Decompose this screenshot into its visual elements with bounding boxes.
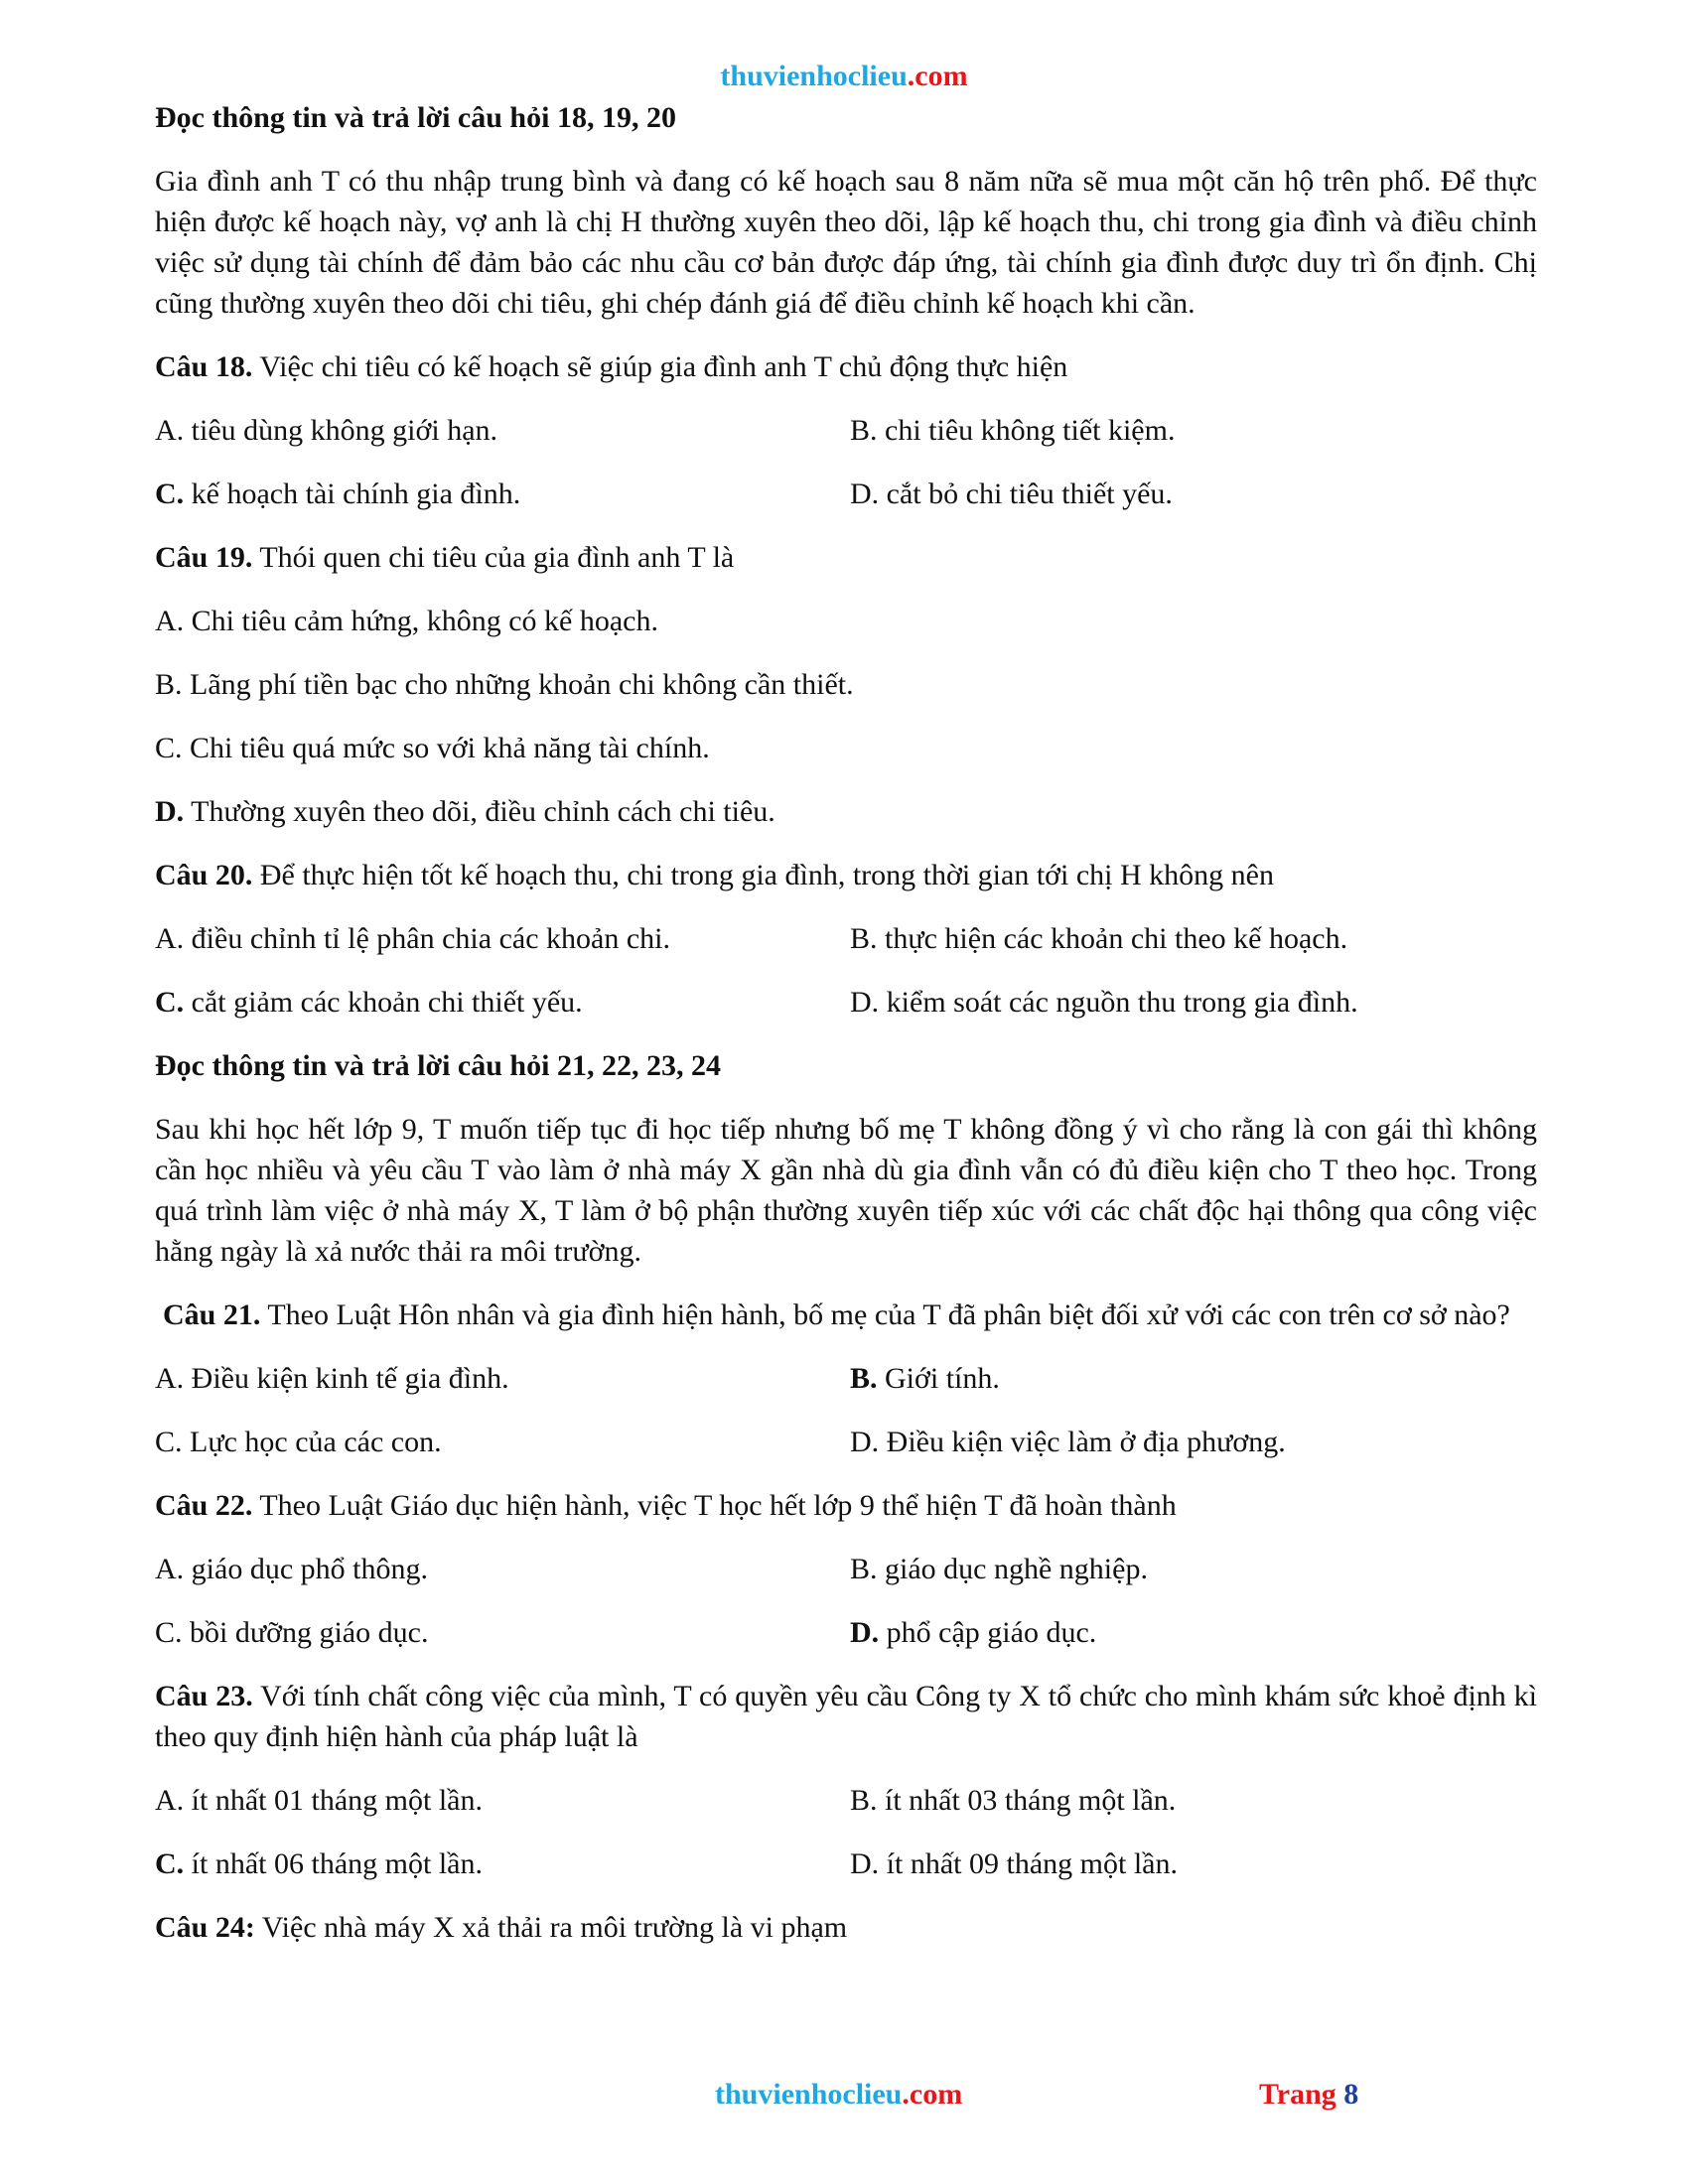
option-a: A. Điều kiện kinh tế gia đình. [155, 1362, 509, 1395]
passage: Sau khi học hết lớp 9, T muốn tiếp tục đi học tiếp nhưng bố mẹ T không đồng ý vì cho rằng là con gái thì không cần học nhiều và yêu cầu T vào làm ở nhà máy X gần nhà dù gia đình vẫn có đủ điều kiện cho T theo học. Trong quá trình làm việc ở nhà máy X, T làm ở bộ phận thường xuyên tiếp xúc với các chất độc hại thông qua công việc hằng ngày là xả nước thải ra môi trường. [155, 1113, 1537, 1268]
option-c: C. ít nhất 06 tháng một lần. [155, 1847, 483, 1880]
document-body [155, 97, 1537, 1971]
option-a: A. Chi tiêu cảm hứng, không có kế hoạch. [155, 605, 658, 637]
option-b: B. Lãng phí tiền bạc cho những khoản chi không cần thiết. [155, 668, 854, 701]
option-d: D. phổ cập giáo dục. [850, 1616, 1097, 1649]
option-d: D. ít nhất 09 tháng một lần. [850, 1847, 1178, 1880]
option-a: A. ít nhất 01 tháng một lần. [155, 1784, 483, 1817]
option-a: A. điều chỉnh tỉ lệ phân chia các khoản chi. [155, 922, 670, 955]
options-18 [155, 410, 1537, 514]
option-b: B. thực hiện các khoản chi theo kế hoạch. [850, 922, 1348, 955]
option-b: B. chi tiêu không tiết kiệm. [850, 414, 1176, 447]
option-c: C. Chi tiêu quá mức so với khả năng tài chính. [155, 732, 710, 764]
option-b: B. giáo dục nghề nghiệp. [850, 1553, 1148, 1585]
options-20 [155, 918, 1537, 1023]
option-a: A. tiêu dùng không giới hạn. [155, 414, 498, 447]
option-d: D. cắt bỏ chi tiêu thiết yếu. [850, 478, 1173, 510]
options-23 [155, 1780, 1537, 1884]
question-24: Câu 24: Việc nhà máy X xả thải ra môi trường là vi phạm [155, 1911, 848, 1944]
question-21: Câu 21. Theo Luật Hôn nhân và gia đình hiện hành, bố mẹ của T đã phân biệt đối xử với các con trên cơ sở nào? [163, 1298, 1510, 1331]
option-a: A. giáo dục phổ thông. [155, 1553, 428, 1585]
question-18: Câu 18. Việc chi tiêu có kế hoạch sẽ giúp gia đình anh T chủ động thực hiện [155, 350, 1068, 383]
option-c: C. cắt giảm các khoản chi thiết yếu. [155, 986, 583, 1019]
section-heading: Đọc thông tin và trả lời câu hỏi 21, 22, 23, 24 [155, 1049, 721, 1082]
options-21 [155, 1358, 1537, 1462]
question-23: Câu 23. Với tính chất công việc của mình, T có quyền yêu cầu Công ty X tổ chức cho mình khám sức khoẻ định kì theo quy định hiện hành của pháp luật là [155, 1680, 1537, 1753]
options-22 [155, 1549, 1537, 1653]
option-c: C. kế hoạch tài chính gia đình. [155, 478, 521, 510]
option-b: B. ít nhất 03 tháng một lần. [850, 1784, 1177, 1817]
page-footer [0, 2078, 1688, 2121]
option-d: D. Điều kiện việc làm ở địa phương. [850, 1426, 1286, 1458]
question-22: Câu 22. Theo Luật Giáo dục hiện hành, việc T học hết lớp 9 thể hiện T đã hoàn thành [155, 1489, 1177, 1522]
option-b: B. Giới tính. [850, 1362, 1000, 1395]
page-number: Trang 8 [1259, 2078, 1359, 2111]
footer-site-logo[interactable]: thuvienhoclieu.com [715, 2078, 963, 2111]
option-c: C. Lực học của các con. [155, 1426, 442, 1458]
option-d: D. kiểm soát các nguồn thu trong gia đình. [850, 986, 1358, 1019]
option-d: D. Thường xuyên theo dõi, điều chỉnh cách chi tiêu. [155, 795, 775, 828]
question-20: Câu 20. Để thực hiện tốt kế hoạch thu, chi trong gia đình, trong thời gian tới chị H không nên [155, 859, 1274, 891]
section-heading: Đọc thông tin và trả lời câu hỏi 18, 19, 20 [155, 101, 676, 134]
question-19: Câu 19. Thói quen chi tiêu của gia đình anh T là [155, 541, 735, 574]
page-header [0, 60, 1688, 93]
option-c: C. bồi dưỡng giáo dục. [155, 1616, 429, 1649]
header-site-logo[interactable]: thuvienhoclieu.com [720, 60, 968, 92]
passage: Gia đình anh T có thu nhập trung bình và đang có kế hoạch sau 8 năm nữa sẽ mua một căn hộ trên phố. Để thực hiện được kế hoạch này, vợ anh là chị H thường xuyên theo dõi, lập kế hoạch thu, chi trong gia đình và điều chỉnh việc sử dụng tài chính để đảm bảo các nhu cầu cơ bản được đáp ứng, tài chính gia đình được duy trì ổn định. Chị cũng thường xuyên theo dõi chi tiêu, ghi chép đánh giá để điều chỉnh kế hoạch khi cần. [155, 165, 1537, 320]
